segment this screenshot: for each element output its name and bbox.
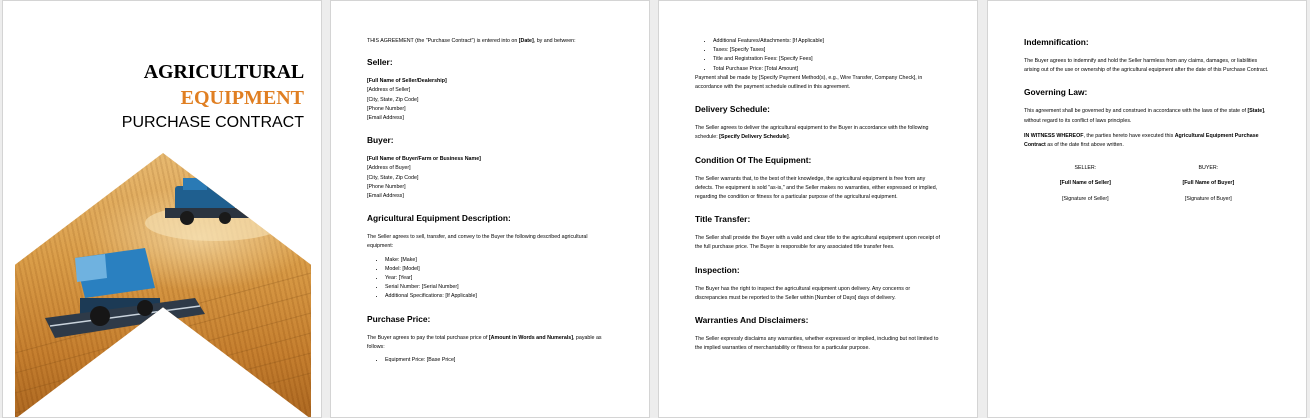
contract-page-3 [987, 0, 1307, 418]
buyer-phone: [Phone Number] [367, 183, 406, 190]
buyer-signature-placeholder: [Signature of Buyer] [1184, 195, 1232, 202]
cover-title-line1: AGRICULTURAL [143, 61, 304, 83]
condition-heading: Condition Of The Equipment: [695, 154, 812, 165]
warranties-text: The Seller expressly disclaims any warranties, whether expressed or implied, including but not limited to the implied warranties of merchantability or fitness for a particular purpose. [695, 336, 939, 352]
seller-city: [City, State, Zip Code] [367, 96, 419, 103]
contract-page-1 [330, 0, 650, 418]
contract-page-2 [658, 0, 978, 418]
price-text: The Buyer agrees to pay the total purchase price of [Amount in Words and Numerals], payable as follows: [367, 334, 602, 350]
warranties-heading: Warranties And Disclaimers: [695, 315, 809, 326]
cover-title-line2: EQUIPMENT [180, 87, 304, 109]
equipment-heading: Agricultural Equipment Description: [367, 213, 511, 224]
equipment-list [367, 256, 613, 302]
list-item: • Taxes: [Specify Taxes] [713, 46, 941, 55]
inspection-text: The Buyer has the right to inspect the agricultural equipment upon delivery. Any concerns or discrepancies must be reported to the Seller within [Number of Days] days of delivery. [695, 285, 911, 301]
seller-phone: [Phone Number] [367, 105, 406, 112]
buyer-signature-column [1182, 164, 1234, 210]
buyer-name-placeholder: [Full Name of Buyer] [1182, 180, 1235, 187]
list-item: • Model: [Model] [385, 265, 613, 274]
seller-signature-column [1060, 164, 1111, 210]
list-item: • Total Purchase Price: [Total Amount] [713, 65, 941, 74]
cover-title-line3: PURCHASE CONTRACT [121, 114, 304, 131]
intro-paragraph: THIS AGREEMENT (the "Purchase Contract") is entered into on [Date], by and between: [367, 38, 576, 44]
governing-law-text: This agreement shall be governed by and construed in accordance with the laws of the state of [State], without regard to its conflict of laws principles. [1024, 108, 1266, 124]
list-item: • Additional Features/Attachments: [If Applicable] [713, 37, 941, 46]
equipment-text: The Seller agrees to sell, transfer, and convey to the Buyer the following described agricultural equipment: [367, 234, 588, 250]
seller-name-placeholder: [Full Name of Seller] [1059, 180, 1111, 187]
seller-label: SELLER: [1074, 165, 1097, 172]
seller-email: [Email Address] [367, 115, 404, 122]
buyer-name: [Full Name of Buyer/Farm or Business Name] [367, 156, 481, 163]
title-transfer-text: The Seller shall provide the Buyer with a valid and clear title to the agricultural equipment upon receipt of the full purchase price. The Buyer is responsible for any associated title transfer fees. [695, 235, 940, 251]
list-item: • Title and Registration Fees: [Specify Fees] [713, 55, 941, 64]
harvester-front [45, 248, 205, 338]
price-heading: Purchase Price: [367, 313, 431, 324]
buyer-address: [Address of Buyer] [367, 165, 411, 172]
harvester-back [165, 178, 265, 225]
signature-block [1024, 164, 1270, 210]
governing-law-heading: Governing Law: [1024, 87, 1088, 98]
price-list-continued [695, 37, 941, 74]
list-item: • Equipment Price: [Base Price] [385, 356, 613, 365]
list-item: • Serial Number: [Serial Number] [385, 283, 613, 292]
witness-text: IN WITNESS WHEREOF, the parties hereto have executed this Agricultural Equipment Purchase Contract as of the date first above written. [1024, 132, 1259, 149]
buyer-city: [City, State, Zip Code] [367, 174, 419, 181]
indemnification-text: The Buyer agrees to indemnify and hold the Seller harmless from any claims, damages, or liabilities arising out of the use or ownership of the agricultural equipment after the date of this Purchase Contract. [1024, 58, 1269, 74]
delivery-heading: Delivery Schedule: [695, 104, 770, 115]
indemnification-heading: Indemnification: [1024, 37, 1089, 47]
seller-name: [Full Name of Seller/Dealership] [367, 78, 447, 85]
buyer-label: BUYER: [1198, 165, 1219, 172]
delivery-text: The Seller agrees to deliver the agricultural equipment to the Buyer in accordance with the following schedule: [Specify Delivery Schedule]. [695, 125, 929, 141]
harvester-illustration [15, 153, 311, 418]
cover-page [2, 0, 322, 418]
seller-signature-placeholder: [Signature of Seller] [1062, 195, 1109, 202]
condition-text: The Seller warrants that, to the best of their knowledge, the agricultural equipment is free from any defects. The equipment is sold "as-is," and the Seller makes no warranties, either expressed or implied, regarding the condition or fitness for a particular purpose of the agricultural equipment. [695, 175, 938, 201]
list-item: • Additional Specifications: [If Applicable] [385, 292, 613, 301]
inspection-heading: Inspection: [695, 264, 740, 275]
list-item: • Year: [Year] [385, 274, 613, 283]
buyer-heading: Buyer: [367, 135, 394, 146]
buyer-email: [Email Address] [367, 193, 404, 200]
seller-address: [Address of Seller] [367, 87, 411, 94]
list-item: • Make: [Make] [385, 256, 613, 265]
price-list [367, 356, 613, 365]
title-transfer-heading: Title Transfer: [695, 214, 751, 225]
seller-heading: Seller: [367, 57, 393, 68]
payment-text: Payment shall be made by [Specify Payment Method(s), e.g., Wire Transfer, Company Check], in accordance with the payment schedule outlined in this agreement. [695, 74, 923, 91]
combine-harvester-photo [15, 153, 311, 418]
